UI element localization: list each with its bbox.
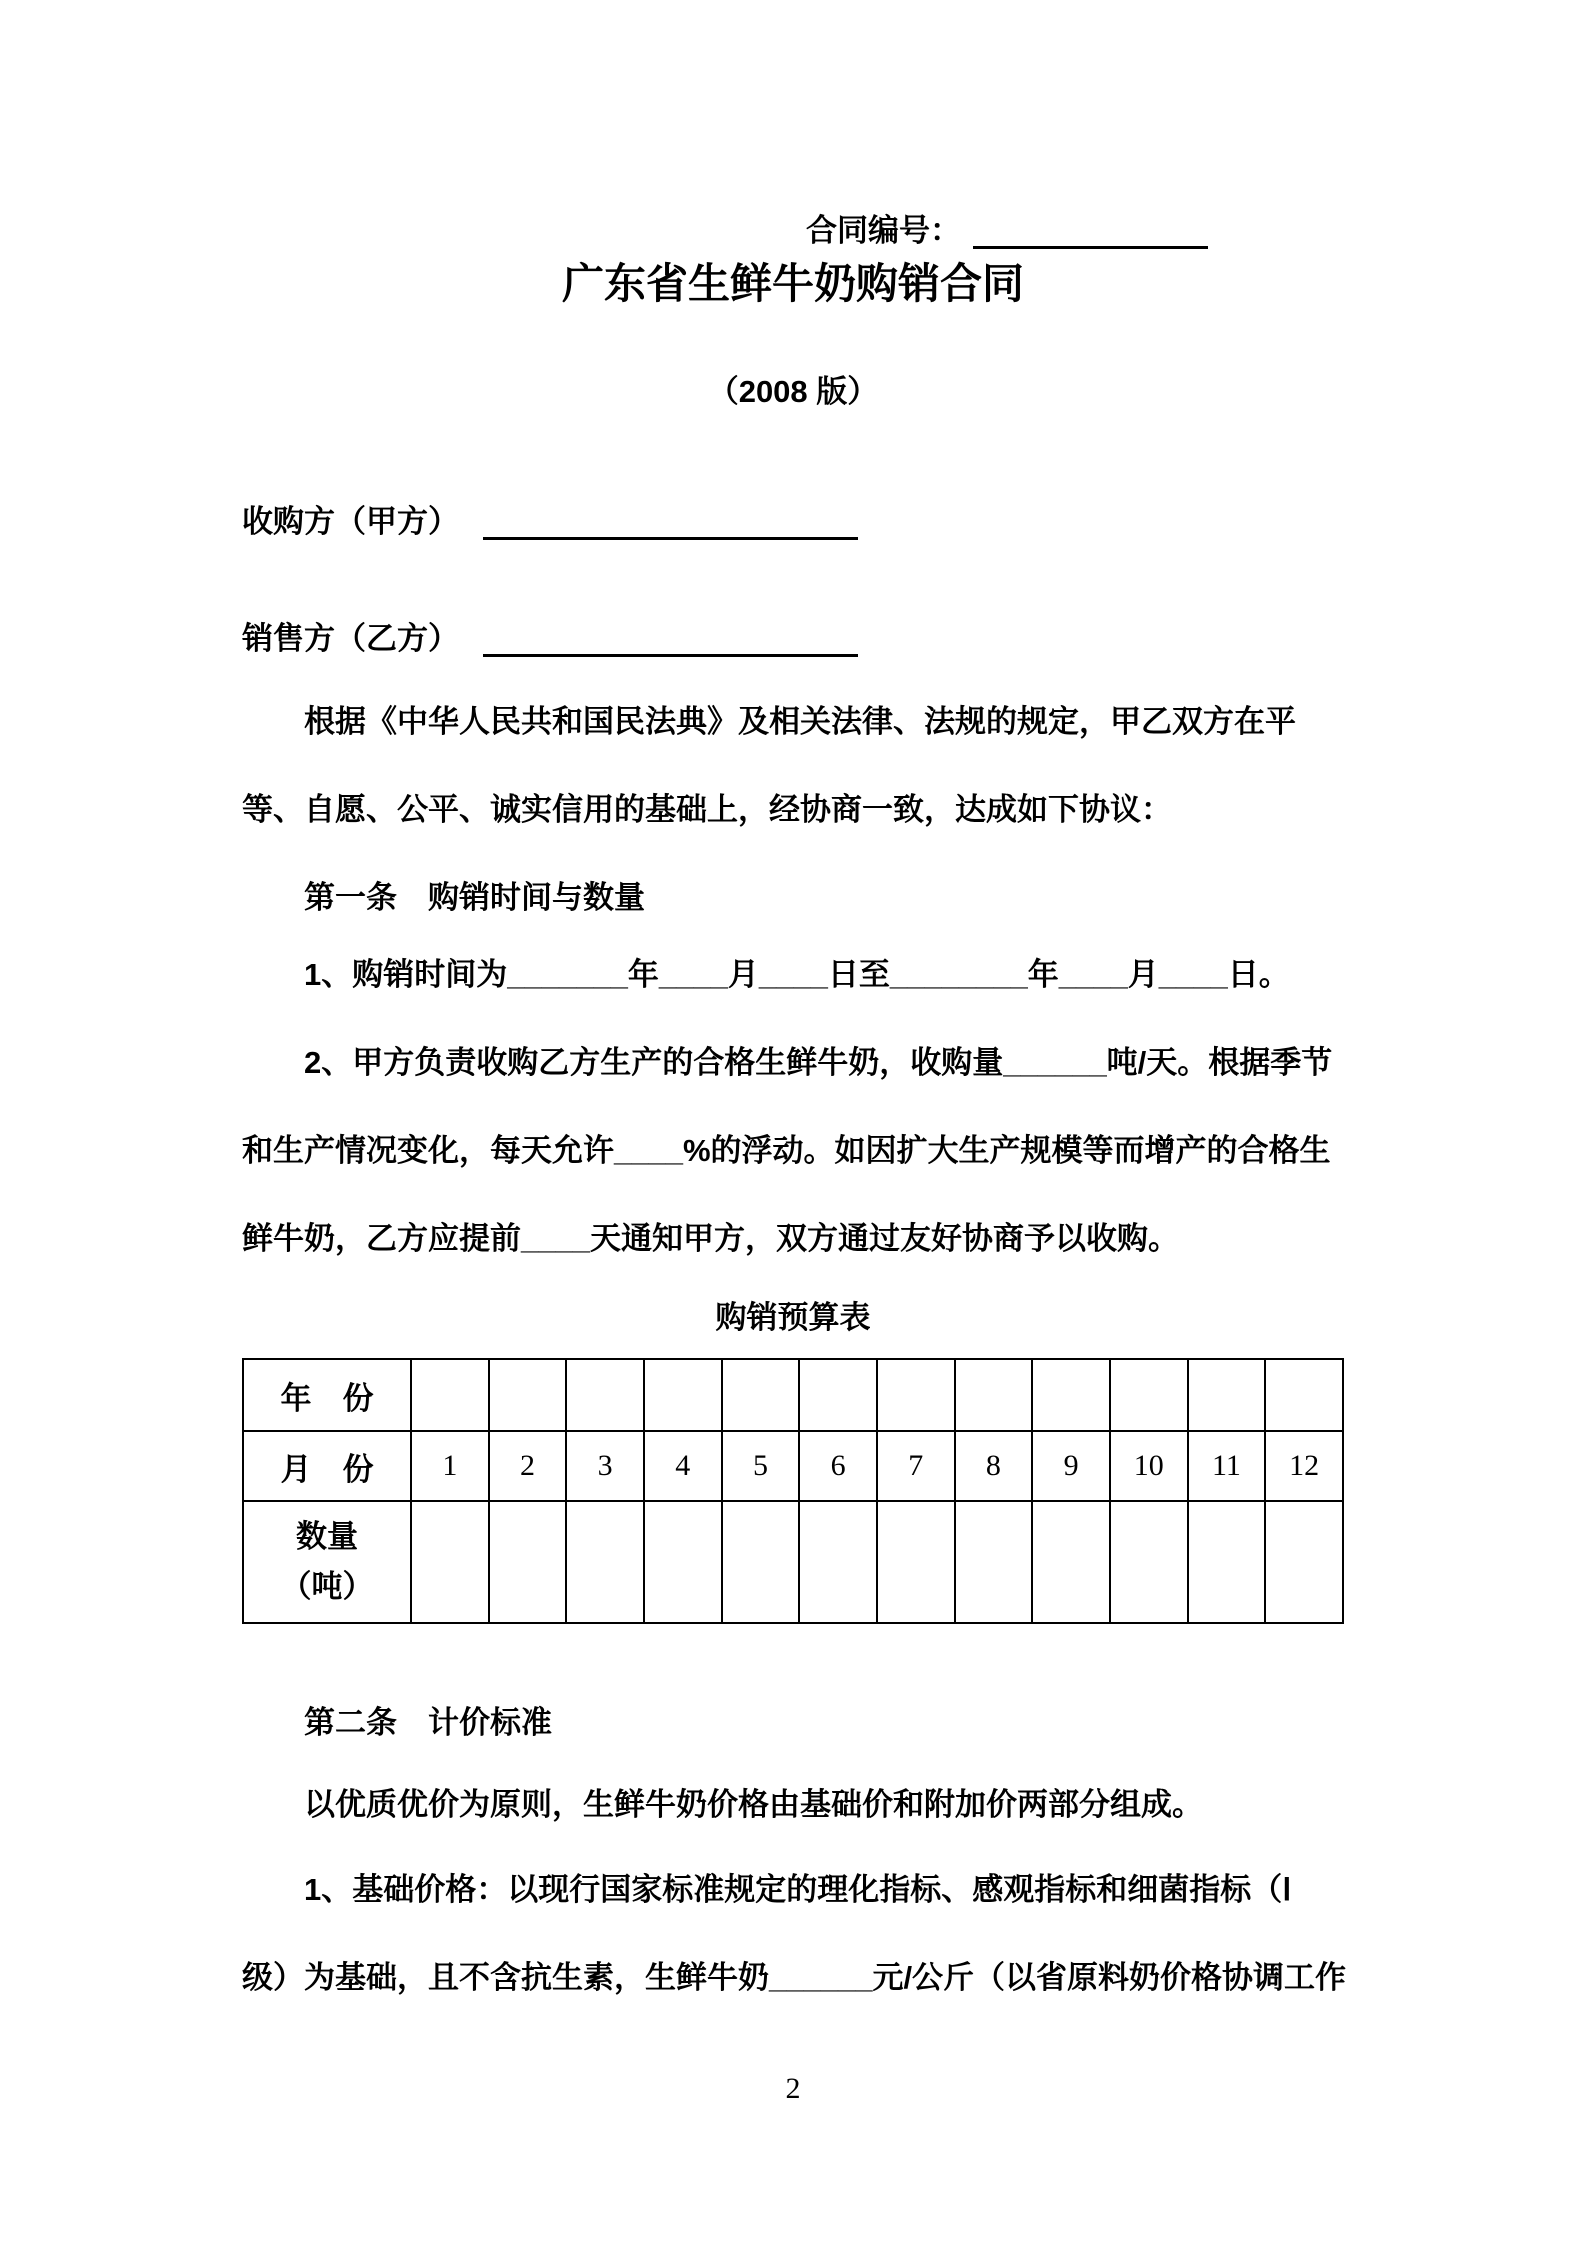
quantity-label-line1: 数量 (296, 1519, 358, 1554)
year-value-cell[interactable] (877, 1359, 955, 1431)
quantity-value-cell[interactable] (489, 1501, 567, 1623)
year-value-cell[interactable] (489, 1359, 567, 1431)
quantity-value-cell[interactable] (1110, 1501, 1188, 1623)
party-a-line (242, 496, 858, 548)
month-header-cell: 12 (1265, 1431, 1343, 1501)
party-b-blank-field[interactable] (483, 624, 858, 657)
article1-heading: 第一条 购销时间与数量 (304, 880, 645, 915)
quantity-value-cell[interactable] (799, 1501, 877, 1623)
month-header-cell: 1 (411, 1431, 489, 1501)
quantity-value-cell[interactable] (955, 1501, 1033, 1623)
year-value-cell[interactable] (1265, 1359, 1343, 1431)
contract-no-blank-field[interactable] (973, 216, 1208, 249)
month-header-cell: 7 (877, 1431, 955, 1501)
article2-heading: 第二条 计价标准 (304, 1705, 552, 1740)
year-value-cell[interactable] (411, 1359, 489, 1431)
quantity-row-label (243, 1501, 411, 1623)
budget-table-month-row (243, 1431, 1343, 1501)
year-value-cell[interactable] (955, 1359, 1033, 1431)
document-subtitle: （2008 版） (707, 374, 879, 409)
month-header-cell: 4 (644, 1431, 722, 1501)
year-value-cell[interactable] (722, 1359, 800, 1431)
month-header-cell: 5 (722, 1431, 800, 1501)
year-value-cell[interactable] (799, 1359, 877, 1431)
budget-table-quantity-row (243, 1501, 1343, 1623)
article2-item1-paragraph: 1、基础价格：以现行国家标准规定的理化指标、感观指标和细菌指标（Ⅰ 级）为基础，且不含抗生素，生鲜牛奶______元/公斤（以省原料奶价格协调工作 (242, 1872, 1347, 1995)
party-b-line (242, 613, 858, 665)
year-value-cell[interactable] (1032, 1359, 1110, 1431)
quantity-value-cell[interactable] (644, 1501, 722, 1623)
year-value-cell[interactable] (644, 1359, 722, 1431)
month-header-cell: 11 (1188, 1431, 1266, 1501)
party-a-label: 收购方（甲方） (242, 504, 459, 539)
party-b-label: 销售方（乙方） (242, 621, 459, 656)
quantity-value-cell[interactable] (566, 1501, 644, 1623)
page-number: 2 (785, 2072, 801, 2105)
article1-item2-paragraph: 2、甲方负责收购乙方生产的合格生鲜牛奶，收购量______吨/天。根据季节 和生产情况变化，每天允许____%的浮动。如因扩大生产规模等而增产的合格生 鲜牛奶，乙方应提前____天通知甲方，双方通过友好协商予以收购。 (242, 1045, 1333, 1256)
month-header-cell: 8 (955, 1431, 1033, 1501)
budget-table-year-row (243, 1359, 1343, 1431)
quantity-value-cell[interactable] (411, 1501, 489, 1623)
month-row-label: 月 份 (243, 1431, 411, 1501)
quantity-label-line2: （吨） (280, 1569, 374, 1604)
month-header-cell: 6 (799, 1431, 877, 1501)
month-header-cell: 2 (489, 1431, 567, 1501)
contract-no-line (806, 208, 1208, 254)
year-row-label: 年 份 (243, 1359, 411, 1431)
month-header-cell: 9 (1032, 1431, 1110, 1501)
budget-table-caption: 购销预算表 (715, 1300, 871, 1335)
article2-intro-paragraph: 以优质优价为原则，生鲜牛奶价格由基础价和附加价两部分组成。 (304, 1787, 1203, 1822)
year-value-cell[interactable] (1188, 1359, 1266, 1431)
article1-item1-paragraph: 1、购销时间为_______年____月____日至________年____月____日。 (304, 957, 1290, 992)
quantity-value-cell[interactable] (722, 1501, 800, 1623)
month-header-cell: 3 (566, 1431, 644, 1501)
preamble-paragraph: 根据《中华人民共和国民法典》及相关法律、法规的规定，甲乙双方在平 等、自愿、公平、诚实信用的基础上，经协商一致，达成如下协议： (242, 704, 1296, 827)
quantity-value-cell[interactable] (1265, 1501, 1343, 1623)
year-value-cell[interactable] (566, 1359, 644, 1431)
contract-no-label: 合同编号： (806, 213, 961, 248)
quantity-value-cell[interactable] (1032, 1501, 1110, 1623)
year-value-cell[interactable] (1110, 1359, 1188, 1431)
month-header-cell: 10 (1110, 1431, 1188, 1501)
quantity-value-cell[interactable] (1188, 1501, 1266, 1623)
party-a-blank-field[interactable] (483, 507, 858, 540)
document-title: 广东省生鲜牛奶购销合同 (561, 260, 1024, 307)
quantity-value-cell[interactable] (877, 1501, 955, 1623)
budget-table (242, 1358, 1344, 1624)
